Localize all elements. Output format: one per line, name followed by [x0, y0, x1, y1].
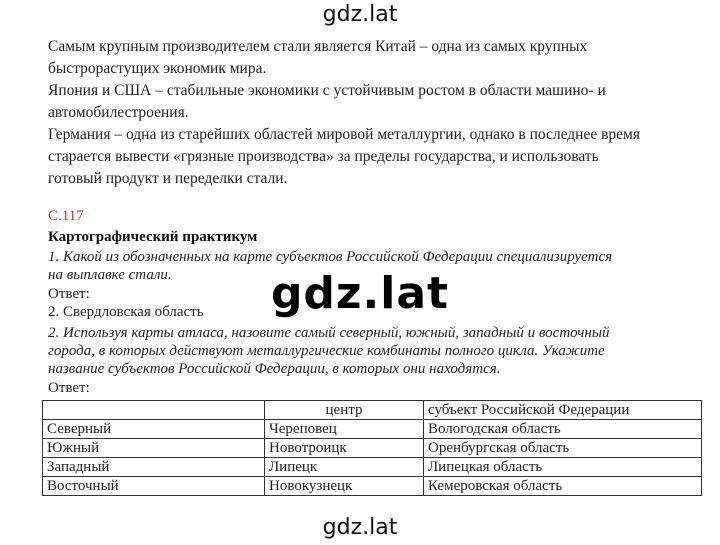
table-header-row: [43, 401, 702, 420]
table-cell: Новокузнецк: [265, 477, 424, 496]
watermark-bottom: gdz.lat: [322, 515, 398, 540]
table-row: [43, 420, 702, 439]
table-cell: Вологодская область: [424, 420, 702, 439]
table-cell: Череповец: [265, 420, 424, 439]
table-header-cell: центр: [265, 401, 424, 420]
table-row: [43, 477, 702, 496]
page-reference: С.117: [48, 208, 84, 224]
table-row: [43, 458, 702, 477]
intro-line: Самым крупным производителем стали является Китай – одна из самых крупных: [48, 38, 588, 55]
question-line: название субъектов Российской Федерации, в которых они находятся.: [48, 361, 501, 377]
question-line: города, в которых действуют металлургические комбинаты полного цикла. Укажите: [48, 343, 605, 359]
watermark-center: gdz.lat: [270, 268, 450, 319]
table-header-cell: субъект Российской Федерации: [424, 401, 702, 420]
table-header-cell: [43, 401, 265, 420]
table-cell: Липецк: [265, 458, 424, 477]
answer-label: Ответ:: [48, 380, 90, 396]
question-line: 2. Используя карты атласа, назовите самый северный, южный, западный и восточный: [48, 325, 610, 341]
intro-line: Япония и США – стабильные экономики с устойчивым ростом в области машино- и: [48, 82, 606, 99]
table-cell: Новотроицк: [265, 439, 424, 458]
intro-line: готовый продукт и переделки стали.: [48, 170, 288, 187]
table-cell: Кемеровская область: [424, 477, 702, 496]
answer-label: Ответ:: [48, 286, 90, 302]
intro-line: старается вывести «грязные производства» за пределы государства, и использовать: [48, 148, 599, 165]
table-cell: Северный: [43, 420, 265, 439]
watermark-top: gdz.lat: [322, 2, 398, 27]
results-table: [42, 400, 702, 496]
intro-line: Германия – одна из старейших областей мировой металлургии, однако в последнее время: [48, 126, 640, 143]
question-2: [48, 324, 688, 378]
table-cell: Южный: [43, 439, 265, 458]
intro-line: быстрорастущих экономик мира.: [48, 60, 267, 77]
answer-1-text: 2. Свердловская область: [48, 304, 204, 320]
table-cell: Восточный: [43, 477, 265, 496]
intro-text: [48, 36, 688, 190]
table-row: [43, 439, 702, 458]
table-cell: Западный: [43, 458, 265, 477]
intro-line: автомобилестроения.: [48, 104, 189, 121]
section-heading: Картографический практикум: [48, 229, 258, 245]
table-cell: Липецкая область: [424, 458, 702, 477]
question-line: 1. Какой из обозначенных на карте субъектов Российской Федерации специализируется: [48, 249, 613, 265]
table-cell: Оренбургская область: [424, 439, 702, 458]
question-line: на выплавке стали.: [48, 267, 172, 283]
